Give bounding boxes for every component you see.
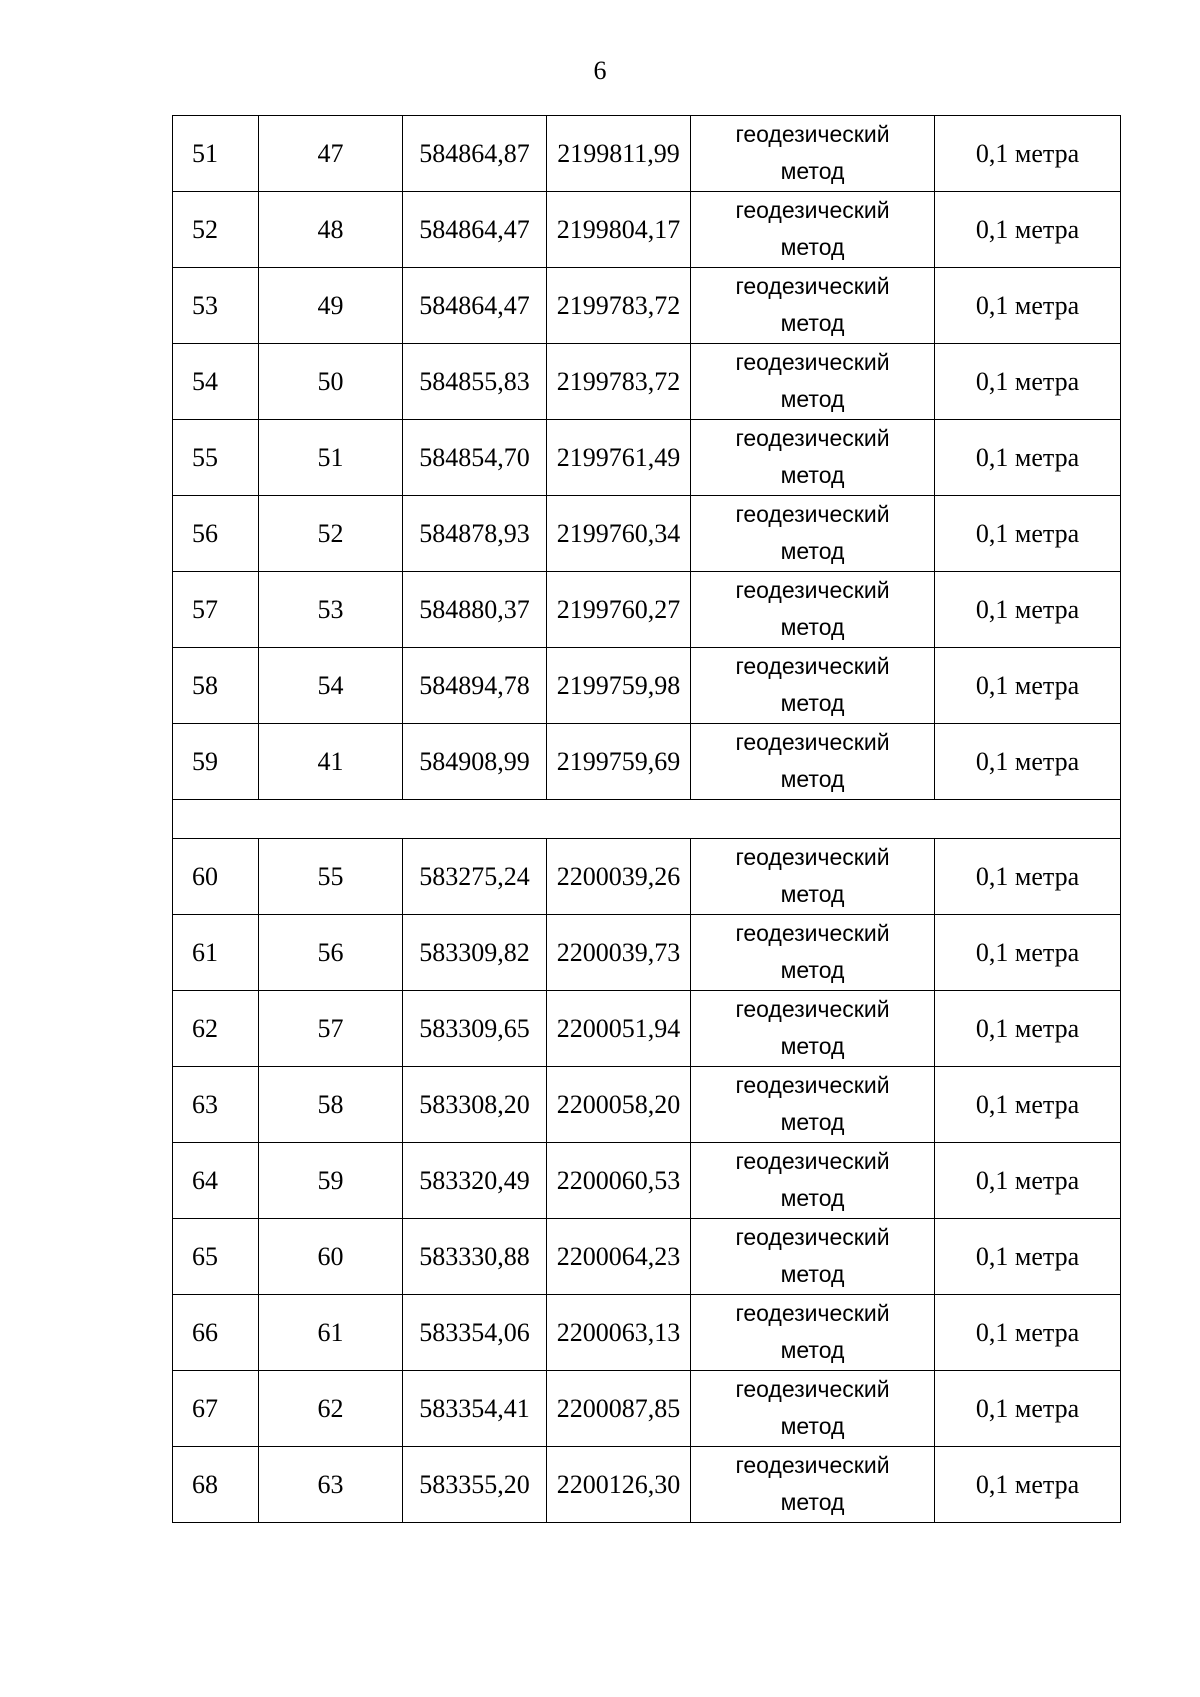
method-cell (691, 192, 935, 268)
table-row (173, 192, 1121, 268)
method-cell (691, 1067, 935, 1143)
accuracy-cell: 0,1 метра (935, 496, 1121, 572)
table-row (173, 1143, 1121, 1219)
method-cell (691, 1143, 935, 1219)
row-number-cell: 64 (173, 1143, 259, 1219)
y-coordinate-cell: 2199761,49 (547, 420, 691, 496)
point-number-cell: 41 (259, 724, 403, 800)
x-coordinate-cell: 584864,87 (403, 116, 547, 192)
row-number-cell: 52 (173, 192, 259, 268)
table-row (173, 915, 1121, 991)
method-line-2: метод (780, 386, 845, 412)
point-number-cell: 49 (259, 268, 403, 344)
point-number-cell: 55 (259, 839, 403, 915)
x-coordinate-cell: 584864,47 (403, 268, 547, 344)
accuracy-cell: 0,1 метра (935, 1371, 1121, 1447)
method-line-2: метод (780, 690, 845, 716)
method-line-2: метод (780, 766, 845, 792)
method-line-2: метод (780, 538, 845, 564)
row-number-cell: 62 (173, 991, 259, 1067)
y-coordinate-cell: 2200060,53 (547, 1143, 691, 1219)
x-coordinate-cell: 584878,93 (403, 496, 547, 572)
x-coordinate-cell: 583309,82 (403, 915, 547, 991)
y-coordinate-cell: 2200063,13 (547, 1295, 691, 1371)
method-cell (691, 991, 935, 1067)
method-cell (691, 915, 935, 991)
method-line-2: метод (780, 1033, 845, 1059)
row-number-cell: 53 (173, 268, 259, 344)
x-coordinate-cell: 584908,99 (403, 724, 547, 800)
table-row (173, 1219, 1121, 1295)
method-line-1: геодезический (735, 349, 890, 375)
method-line-2: метод (780, 1185, 845, 1211)
method-line-1: геодезический (735, 729, 890, 755)
row-number-cell: 61 (173, 915, 259, 991)
table-row (173, 420, 1121, 496)
row-number-cell: 57 (173, 572, 259, 648)
method-cell (691, 344, 935, 420)
row-number-cell: 58 (173, 648, 259, 724)
method-line-1: геодезический (735, 425, 890, 451)
point-number-cell: 62 (259, 1371, 403, 1447)
table-body-after-separator (173, 839, 1121, 1523)
method-line-1: геодезический (735, 501, 890, 527)
method-cell (691, 1447, 935, 1523)
table-row (173, 116, 1121, 192)
table-row (173, 991, 1121, 1067)
method-line-2: метод (780, 1489, 845, 1515)
accuracy-cell: 0,1 метра (935, 1447, 1121, 1523)
method-line-1: геодезический (735, 1452, 890, 1478)
accuracy-cell: 0,1 метра (935, 1067, 1121, 1143)
y-coordinate-cell: 2200039,73 (547, 915, 691, 991)
row-number-cell: 65 (173, 1219, 259, 1295)
row-number-cell: 56 (173, 496, 259, 572)
method-line-1: геодезический (735, 1224, 890, 1250)
method-line-1: геодезический (735, 1148, 890, 1174)
method-line-2: метод (780, 1109, 845, 1135)
separator-row (173, 800, 1121, 839)
point-number-cell: 50 (259, 344, 403, 420)
method-cell (691, 572, 935, 648)
row-number-cell: 68 (173, 1447, 259, 1523)
method-line-1: геодезический (735, 1376, 890, 1402)
point-number-cell: 47 (259, 116, 403, 192)
accuracy-cell: 0,1 метра (935, 268, 1121, 344)
y-coordinate-cell: 2199759,98 (547, 648, 691, 724)
point-number-cell: 60 (259, 1219, 403, 1295)
y-coordinate-cell: 2200058,20 (547, 1067, 691, 1143)
method-cell (691, 116, 935, 192)
method-line-1: геодезический (735, 920, 890, 946)
y-coordinate-cell: 2200087,85 (547, 1371, 691, 1447)
y-coordinate-cell: 2200064,23 (547, 1219, 691, 1295)
x-coordinate-cell: 584880,37 (403, 572, 547, 648)
accuracy-cell: 0,1 метра (935, 1219, 1121, 1295)
y-coordinate-cell: 2199811,99 (547, 116, 691, 192)
method-cell (691, 420, 935, 496)
accuracy-cell: 0,1 метра (935, 991, 1121, 1067)
table-row (173, 1371, 1121, 1447)
x-coordinate-cell: 584864,47 (403, 192, 547, 268)
point-number-cell: 63 (259, 1447, 403, 1523)
method-cell (691, 1371, 935, 1447)
row-number-cell: 63 (173, 1067, 259, 1143)
table-row (173, 1447, 1121, 1523)
accuracy-cell: 0,1 метра (935, 1295, 1121, 1371)
point-number-cell: 58 (259, 1067, 403, 1143)
row-number-cell: 55 (173, 420, 259, 496)
table-row (173, 1067, 1121, 1143)
y-coordinate-cell: 2199759,69 (547, 724, 691, 800)
accuracy-cell: 0,1 метра (935, 915, 1121, 991)
method-cell (691, 268, 935, 344)
method-cell (691, 839, 935, 915)
accuracy-cell: 0,1 метра (935, 724, 1121, 800)
point-number-cell: 56 (259, 915, 403, 991)
method-cell (691, 648, 935, 724)
table-row (173, 724, 1121, 800)
accuracy-cell: 0,1 метра (935, 839, 1121, 915)
row-number-cell: 60 (173, 839, 259, 915)
y-coordinate-cell: 2199760,27 (547, 572, 691, 648)
point-number-cell: 52 (259, 496, 403, 572)
y-coordinate-cell: 2200039,26 (547, 839, 691, 915)
method-line-2: метод (780, 1337, 845, 1363)
point-number-cell: 59 (259, 1143, 403, 1219)
point-number-cell: 48 (259, 192, 403, 268)
method-line-2: метод (780, 614, 845, 640)
y-coordinate-cell: 2199804,17 (547, 192, 691, 268)
x-coordinate-cell: 584855,83 (403, 344, 547, 420)
method-cell (691, 496, 935, 572)
method-line-2: метод (780, 158, 845, 184)
point-number-cell: 54 (259, 648, 403, 724)
method-line-1: геодезический (735, 844, 890, 870)
point-number-cell: 57 (259, 991, 403, 1067)
row-number-cell: 54 (173, 344, 259, 420)
table-row (173, 268, 1121, 344)
accuracy-cell: 0,1 метра (935, 572, 1121, 648)
method-line-2: метод (780, 957, 845, 983)
x-coordinate-cell: 583330,88 (403, 1219, 547, 1295)
method-line-1: геодезический (735, 653, 890, 679)
method-line-1: геодезический (735, 273, 890, 299)
table-row (173, 572, 1121, 648)
table-separator-section (173, 800, 1121, 839)
point-number-cell: 61 (259, 1295, 403, 1371)
page-number: 6 (593, 56, 607, 85)
x-coordinate-cell: 583320,49 (403, 1143, 547, 1219)
accuracy-cell: 0,1 метра (935, 1143, 1121, 1219)
method-cell (691, 724, 935, 800)
x-coordinate-cell: 584854,70 (403, 420, 547, 496)
x-coordinate-cell: 583308,20 (403, 1067, 547, 1143)
x-coordinate-cell: 583275,24 (403, 839, 547, 915)
row-number-cell: 67 (173, 1371, 259, 1447)
method-line-1: геодезический (735, 1072, 890, 1098)
x-coordinate-cell: 583355,20 (403, 1447, 547, 1523)
coordinates-table (172, 115, 1121, 1523)
method-cell (691, 1295, 935, 1371)
method-line-2: метод (780, 234, 845, 260)
y-coordinate-cell: 2200051,94 (547, 991, 691, 1067)
method-line-2: метод (780, 310, 845, 336)
method-line-2: метод (780, 881, 845, 907)
method-line-1: геодезический (735, 1300, 890, 1326)
separator-cell (173, 800, 1121, 839)
method-line-1: геодезический (735, 577, 890, 603)
accuracy-cell: 0,1 метра (935, 648, 1121, 724)
method-line-1: геодезический (735, 197, 890, 223)
method-line-1: геодезический (735, 996, 890, 1022)
y-coordinate-cell: 2200126,30 (547, 1447, 691, 1523)
x-coordinate-cell: 583309,65 (403, 991, 547, 1067)
accuracy-cell: 0,1 метра (935, 116, 1121, 192)
table-row (173, 1295, 1121, 1371)
x-coordinate-cell: 583354,41 (403, 1371, 547, 1447)
accuracy-cell: 0,1 метра (935, 192, 1121, 268)
point-number-cell: 53 (259, 572, 403, 648)
y-coordinate-cell: 2199783,72 (547, 268, 691, 344)
table-row (173, 344, 1121, 420)
table-row (173, 648, 1121, 724)
y-coordinate-cell: 2199783,72 (547, 344, 691, 420)
x-coordinate-cell: 583354,06 (403, 1295, 547, 1371)
row-number-cell: 59 (173, 724, 259, 800)
method-line-2: метод (780, 1413, 845, 1439)
method-line-2: метод (780, 1261, 845, 1287)
table-body-before-separator (173, 116, 1121, 800)
method-line-2: метод (780, 462, 845, 488)
point-number-cell: 51 (259, 420, 403, 496)
x-coordinate-cell: 584894,78 (403, 648, 547, 724)
y-coordinate-cell: 2199760,34 (547, 496, 691, 572)
row-number-cell: 66 (173, 1295, 259, 1371)
accuracy-cell: 0,1 метра (935, 420, 1121, 496)
table-row (173, 496, 1121, 572)
method-line-1: геодезический (735, 121, 890, 147)
table-row (173, 839, 1121, 915)
method-cell (691, 1219, 935, 1295)
accuracy-cell: 0,1 метра (935, 344, 1121, 420)
row-number-cell: 51 (173, 116, 259, 192)
